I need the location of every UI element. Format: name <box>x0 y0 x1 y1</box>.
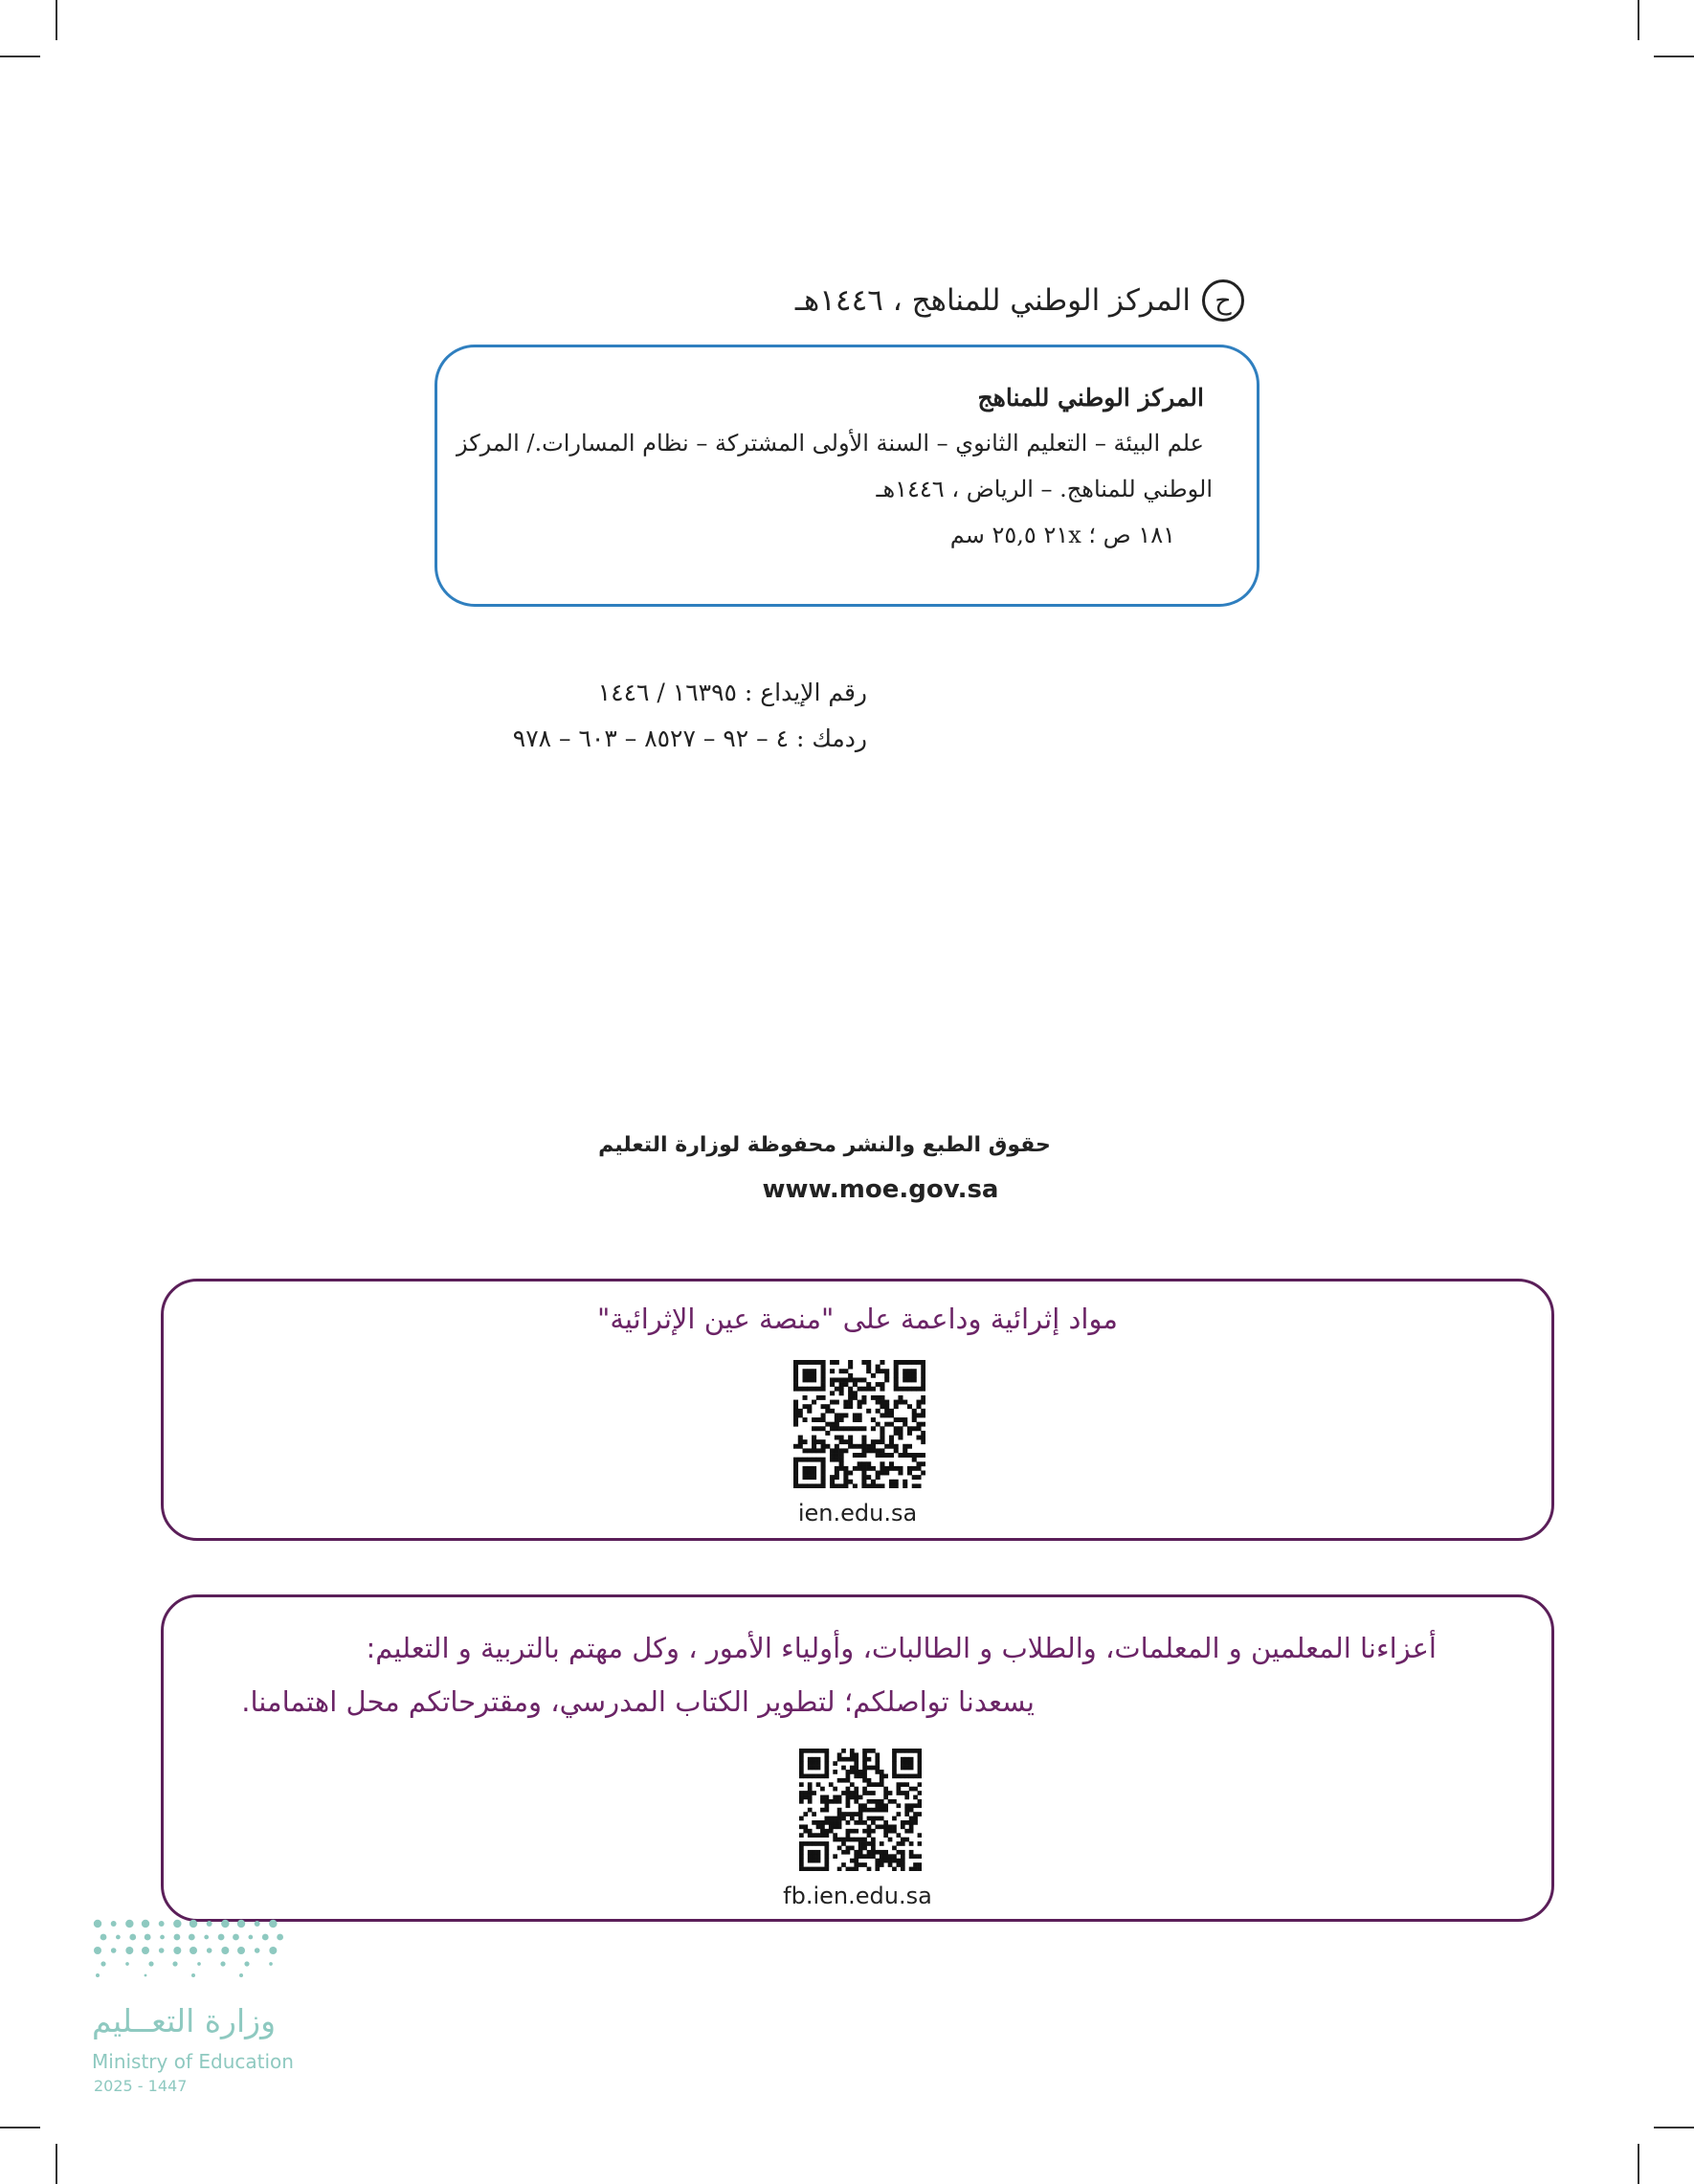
crop-mark <box>1654 56 1694 57</box>
catalog-title: المركز الوطني للمناهج <box>977 384 1204 412</box>
enrichment-title: مواد إثرائية وداعمة على "منصة عين الإثرائية" <box>597 1303 1118 1335</box>
website-link[interactable]: www.moe.gov.sa <box>762 1175 999 1204</box>
qr-code-icon[interactable] <box>793 1360 925 1488</box>
feedback-line2: يسعدنا تواصلكم؛ لتطوير الكتاب المدرسي، ومقترحاتكم محل اهتمامنا. <box>241 1685 1035 1718</box>
catalog-line: علم البيئة – التعليم الثانوي – السنة الأولى المشتركة – نظام المسارات./ المركز <box>457 430 1204 457</box>
deposit-number: رقم الإيداع : ١٦٣٩٥ / ١٤٤٦ <box>597 679 867 706</box>
catalog-line: ١٨١ ص ؛ ٢١x ٢٥,٥ سم <box>949 522 1175 548</box>
feedback-line1: أعزاءنا المعلمين و المعلمات، والطلاب و الطالبات، وأولياء الأمور ، وكل مهتم بالتربية و التعليم: <box>366 1632 1437 1664</box>
catalog-line: الوطني للمناهج. – الرياض ، ١٤٤٦هـ <box>876 476 1213 502</box>
logo-english-text: Ministry of Education <box>92 2050 294 2073</box>
crop-mark <box>0 2127 40 2128</box>
crop-mark <box>56 0 57 40</box>
catalog-box <box>435 345 1259 607</box>
logo-year: 2025 - 1447 <box>94 2077 188 2095</box>
logo-dots-icon <box>92 1916 302 1983</box>
crop-mark <box>56 2144 57 2184</box>
crop-mark <box>1638 2144 1639 2184</box>
feedback-box <box>161 1594 1554 1922</box>
rights-text: حقوق الطبع والنشر محفوظة لوزارة التعليم <box>598 1133 1051 1157</box>
copyright-symbol: ح <box>1202 279 1244 322</box>
crop-mark <box>1638 0 1639 40</box>
copyright-text: المركز الوطني للمناهج ، ١٤٤٦هـ <box>794 283 1191 318</box>
enrichment-box <box>161 1279 1554 1541</box>
isbn: ردمك : ٤ – ٩٢ – ٨٥٢٧ – ٦٠٣ – ٩٧٨ <box>512 724 867 752</box>
qr-code-icon[interactable] <box>799 1749 922 1871</box>
logo-arabic-text: وزارة التعــليم <box>92 2002 277 2039</box>
copyright-line <box>794 279 1244 322</box>
crop-mark <box>1654 2127 1694 2128</box>
crop-mark <box>0 56 40 57</box>
ministry-logo <box>92 1916 312 2107</box>
enrichment-url[interactable]: ien.edu.sa <box>797 1500 918 1527</box>
feedback-url[interactable]: fb.ien.edu.sa <box>783 1883 932 1909</box>
deposit-block <box>421 670 867 762</box>
